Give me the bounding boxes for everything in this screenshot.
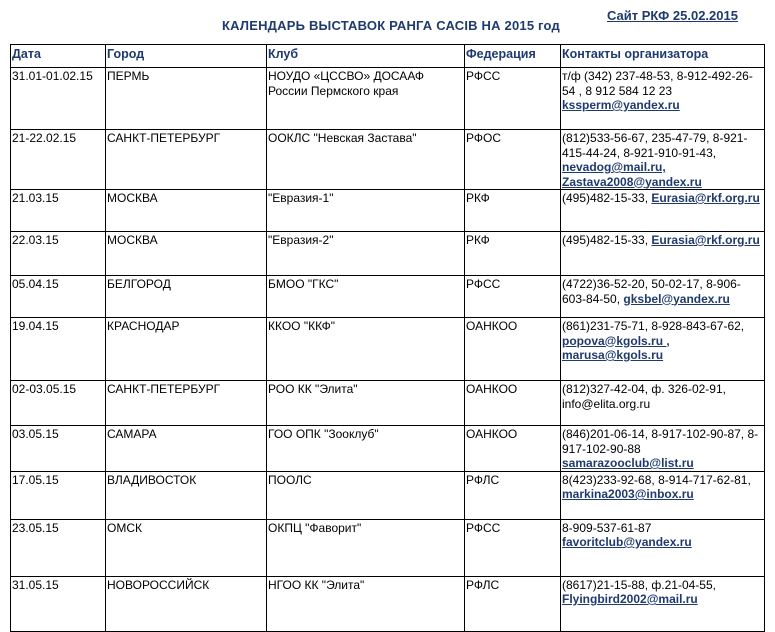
- cell-contacts: [561, 68, 765, 130]
- cell-city: МОСКВА: [106, 232, 267, 276]
- cell-contacts: [561, 381, 765, 426]
- table-row: [11, 68, 765, 130]
- cell-date: 05.04.15: [11, 276, 106, 318]
- cell-contacts: [561, 471, 765, 519]
- table-row: [11, 381, 765, 426]
- cell-federation: РФЛС: [465, 471, 561, 519]
- contact-phones: 8-909-537-61-87: [562, 520, 652, 535]
- cell-club: РОО КК "Элита": [267, 381, 465, 426]
- contact-email-link[interactable]: popova@kgols.ru , marusa@kgols.ru: [562, 333, 670, 362]
- cell-contacts: [561, 276, 765, 318]
- table-row: [11, 576, 765, 631]
- cell-federation: РКФ: [465, 232, 561, 276]
- col-city: Город: [106, 45, 267, 68]
- contact-phones: (861)231-75-71, 8-928-843-67-62,: [562, 319, 745, 333]
- cell-club: "Евразия-1": [267, 190, 465, 232]
- cell-contacts: [561, 232, 765, 276]
- cell-date: 21-22.02.15: [11, 130, 106, 190]
- cell-federation: РФСС: [465, 276, 561, 318]
- cell-contacts: [561, 519, 765, 576]
- cell-date: 21.03.15: [11, 190, 106, 232]
- cell-date: 03.05.15: [11, 426, 106, 472]
- col-date: Дата: [11, 45, 106, 68]
- table-row: [11, 130, 765, 190]
- col-contacts: Контакты организатора: [561, 45, 765, 68]
- contact-phones: 8(423)233-92-68, 8-914-717-62-81,: [562, 472, 751, 487]
- table-row: [11, 276, 765, 318]
- col-club: Клуб: [267, 45, 465, 68]
- cell-club: ККОО "ККФ": [267, 318, 465, 381]
- contact-phones: (846)201-06-14, 8-917-102-90-87, 8-917-102-90-88: [562, 427, 759, 456]
- contact-email-link[interactable]: Eurasia@rkf.org.ru: [651, 191, 760, 205]
- cell-city: БЕЛГОРОД: [106, 276, 267, 318]
- site-link[interactable]: Сайт РКФ 25.02.2015: [607, 8, 738, 23]
- table-row: [11, 318, 765, 381]
- cell-club: ГОО ОПК "Зооклуб": [267, 426, 465, 472]
- cell-date: 23.05.15: [11, 519, 106, 576]
- contact-email-link[interactable]: nevadog@mail.ru, Zastava2008@yandex.ru: [562, 160, 702, 189]
- cell-federation: РФОС: [465, 130, 561, 190]
- table-row: [11, 190, 765, 232]
- cell-contacts: [561, 130, 765, 190]
- page-title: КАЛЕНДАРЬ ВЫСТАВОК РАНГА САСІВ НА 2015 год: [222, 18, 560, 33]
- contact-email-link[interactable]: favoritclub@yandex.ru: [562, 535, 692, 549]
- cell-federation: ОАНКОО: [465, 381, 561, 426]
- table-header-row: [11, 45, 765, 68]
- contact-email-link[interactable]: markina2003@inbox.ru: [562, 487, 694, 501]
- cell-city: ВЛАДИВОСТОК: [106, 471, 267, 519]
- cell-city: МОСКВА: [106, 190, 267, 232]
- cell-city: ПЕРМЬ: [106, 68, 267, 130]
- contact-email-link[interactable]: samarazooclub@list.ru: [562, 456, 694, 470]
- cell-date: 22.03.15: [11, 232, 106, 276]
- table-body: [11, 68, 765, 632]
- exhibition-table: [10, 44, 765, 632]
- contact-phones: (812)327-42-04, ф. 326-02-91, info@elita.org.ru: [562, 382, 726, 411]
- cell-city: НОВОРОССИЙСК: [106, 576, 267, 631]
- table-row: [11, 232, 765, 276]
- cell-contacts: [561, 318, 765, 381]
- cell-date: 31.01-01.02.15: [11, 68, 106, 130]
- cell-contacts: [561, 190, 765, 232]
- contact-email-link[interactable]: gksbel@yandex.ru: [623, 291, 730, 306]
- cell-contacts: [561, 426, 765, 472]
- cell-club: БМОО "ГКС": [267, 276, 465, 318]
- col-federation: Федерация: [465, 45, 561, 68]
- cell-club: НГОО КК "Элита": [267, 576, 465, 631]
- cell-federation: РФСС: [465, 68, 561, 130]
- cell-club: НОУДО «ЦССВО» ДОСААФ России Пермского края: [267, 68, 465, 130]
- cell-date: 17.05.15: [11, 471, 106, 519]
- cell-federation: ОАНКОО: [465, 426, 561, 472]
- cell-city: САМАРА: [106, 426, 267, 472]
- table-row: [11, 519, 765, 576]
- cell-city: САНКТ-ПЕТЕРБУРГ: [106, 130, 267, 190]
- contact-phones: (812)533-56-67, 235-47-79, 8-921-415-44-24, 8-921-910-91-43,: [562, 131, 748, 160]
- contact-email-link[interactable]: Flyingbird2002@mail.ru: [562, 592, 698, 606]
- contact-email-link[interactable]: kssperm@yandex.ru: [562, 98, 680, 112]
- cell-date: 31.05.15: [11, 576, 106, 631]
- contact-phones: (8617)21-15-88, ф.21-04-55,: [562, 577, 716, 592]
- contact-phones: т/ф (342) 237-48-53, 8-912-492-26-54 , 8 912 584 12 23: [562, 69, 753, 98]
- cell-club: "Евразия-2": [267, 232, 465, 276]
- cell-federation: РФСС: [465, 519, 561, 576]
- table-row: [11, 471, 765, 519]
- page-header: [0, 0, 775, 44]
- cell-club: ПООЛС: [267, 471, 465, 519]
- contact-phones: (495)482-15-33,: [562, 233, 652, 247]
- cell-federation: РФЛС: [465, 576, 561, 631]
- cell-federation: РКФ: [465, 190, 561, 232]
- contact-phones: (4722)36-52-20, 50-02-17, 8-906-603-84-50,: [562, 277, 741, 306]
- cell-city: ОМСК: [106, 519, 267, 576]
- cell-city: САНКТ-ПЕТЕРБУРГ: [106, 381, 267, 426]
- cell-city: КРАСНОДАР: [106, 318, 267, 381]
- cell-contacts: [561, 576, 765, 631]
- contact-phones: (495)482-15-33,: [562, 191, 652, 205]
- cell-date: 19.04.15: [11, 318, 106, 381]
- table-row: [11, 426, 765, 472]
- contact-email-link[interactable]: Eurasia@rkf.org.ru: [651, 233, 760, 247]
- cell-club: ОКПЦ "Фаворит": [267, 519, 465, 576]
- cell-club: ООКЛС "Невская Застава": [267, 130, 465, 190]
- cell-date: 02-03.05.15: [11, 381, 106, 426]
- cell-federation: ОАНКОО: [465, 318, 561, 381]
